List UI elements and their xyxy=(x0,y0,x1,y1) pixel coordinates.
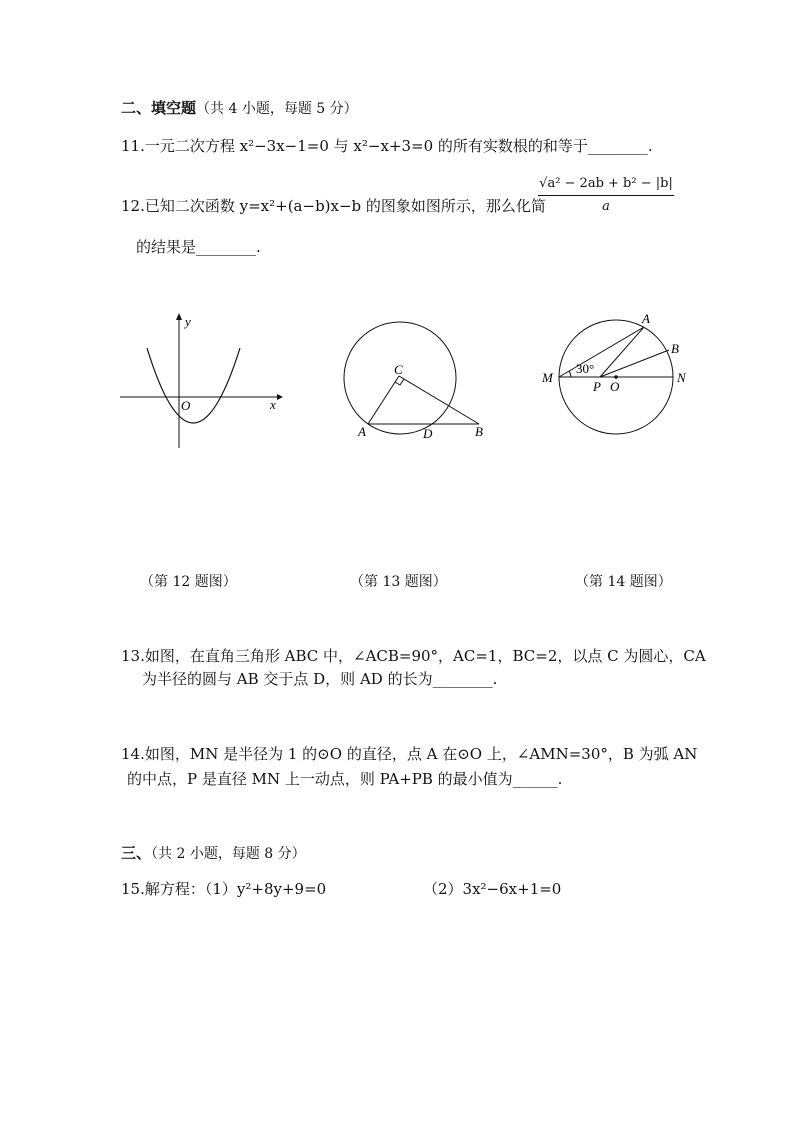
label-o: O xyxy=(610,379,620,394)
label-p: P xyxy=(593,379,601,394)
question-14-line2: 的中点，P 是直径 MN 上一动点，则 PA+PB 的最小值为______. xyxy=(127,770,563,788)
section-3-title: 三、 xyxy=(121,844,152,862)
question-12-line1: 12.已知二次函数 y=x²+(a−b)x−b 的图象如图所示，那么化简 xyxy=(121,197,546,215)
label-a: A xyxy=(642,311,650,326)
figure-12-caption: （第 12 题图） xyxy=(140,574,237,590)
question-15-part2: （2）3x²−6x+1=0 xyxy=(423,880,562,898)
parabola-curve xyxy=(147,348,240,423)
segment-pb xyxy=(600,350,669,377)
question-11: 11.一元二次方程 x²−3x−1=0 与 x²−x+3=0 的所有实数根的和等于________. xyxy=(121,137,653,155)
section-3-heading xyxy=(121,842,306,863)
label-angle-30: 30° xyxy=(576,361,595,376)
label-m: M xyxy=(542,370,553,385)
section-2-title: 二、填空题 xyxy=(121,99,197,117)
figure-14-circle-diameter xyxy=(538,310,698,440)
label-a: A xyxy=(358,424,366,439)
question-15 xyxy=(121,878,326,900)
angle-arc xyxy=(569,371,571,377)
question-13-line2: 为半径的圆与 AB 交于点 D，则 AD 的长为________. xyxy=(142,670,498,688)
label-b: B xyxy=(475,424,483,439)
question-15-part1: （1）y²+8y+9=0 xyxy=(204,880,327,898)
label-c: C xyxy=(394,362,403,377)
question-12-line2: 的结果是________. xyxy=(136,238,261,256)
section-2-note: （共 4 小题，每题 5 分） xyxy=(196,101,358,117)
origin-label: O xyxy=(181,398,191,413)
y-axis-label: y xyxy=(185,314,191,329)
segment-pa xyxy=(600,327,644,377)
x-axis-arrow xyxy=(277,394,283,400)
segment-ac xyxy=(368,376,399,424)
question-13-line1: 13.如图，在直角三角形 ABC 中，∠ACB=90°，AC=1，BC=2，以点 C 为圆心，CA xyxy=(121,647,706,665)
x-axis-label: x xyxy=(270,397,276,412)
label-b: B xyxy=(671,341,679,356)
circle-c xyxy=(344,322,456,434)
figure-12-parabola-graph xyxy=(115,308,285,453)
section-2-heading xyxy=(121,97,358,118)
segment-ma xyxy=(559,327,644,377)
y-axis-arrow xyxy=(176,313,182,320)
section-3-note: （共 2 小题，每题 8 分） xyxy=(151,846,306,862)
fraction-numerator: √a² − 2ab + b² − |b| xyxy=(538,176,674,196)
question-15-label: 15.解方程： xyxy=(121,880,205,898)
segment-cb xyxy=(399,376,479,424)
figure-14-caption: （第 14 题图） xyxy=(575,574,672,590)
label-d: D xyxy=(423,426,433,441)
figure-13-caption: （第 13 题图） xyxy=(350,574,447,590)
label-n: N xyxy=(677,370,686,385)
question-12-fraction xyxy=(538,176,674,214)
fraction-denominator: a xyxy=(602,199,610,214)
question-14-line1: 14.如图，MN 是半径为 1 的⊙O 的直径，点 A 在⊙O 上，∠AMN=30°，B 为弧 AN xyxy=(121,745,698,763)
figure-13-circle-triangle xyxy=(335,318,495,443)
